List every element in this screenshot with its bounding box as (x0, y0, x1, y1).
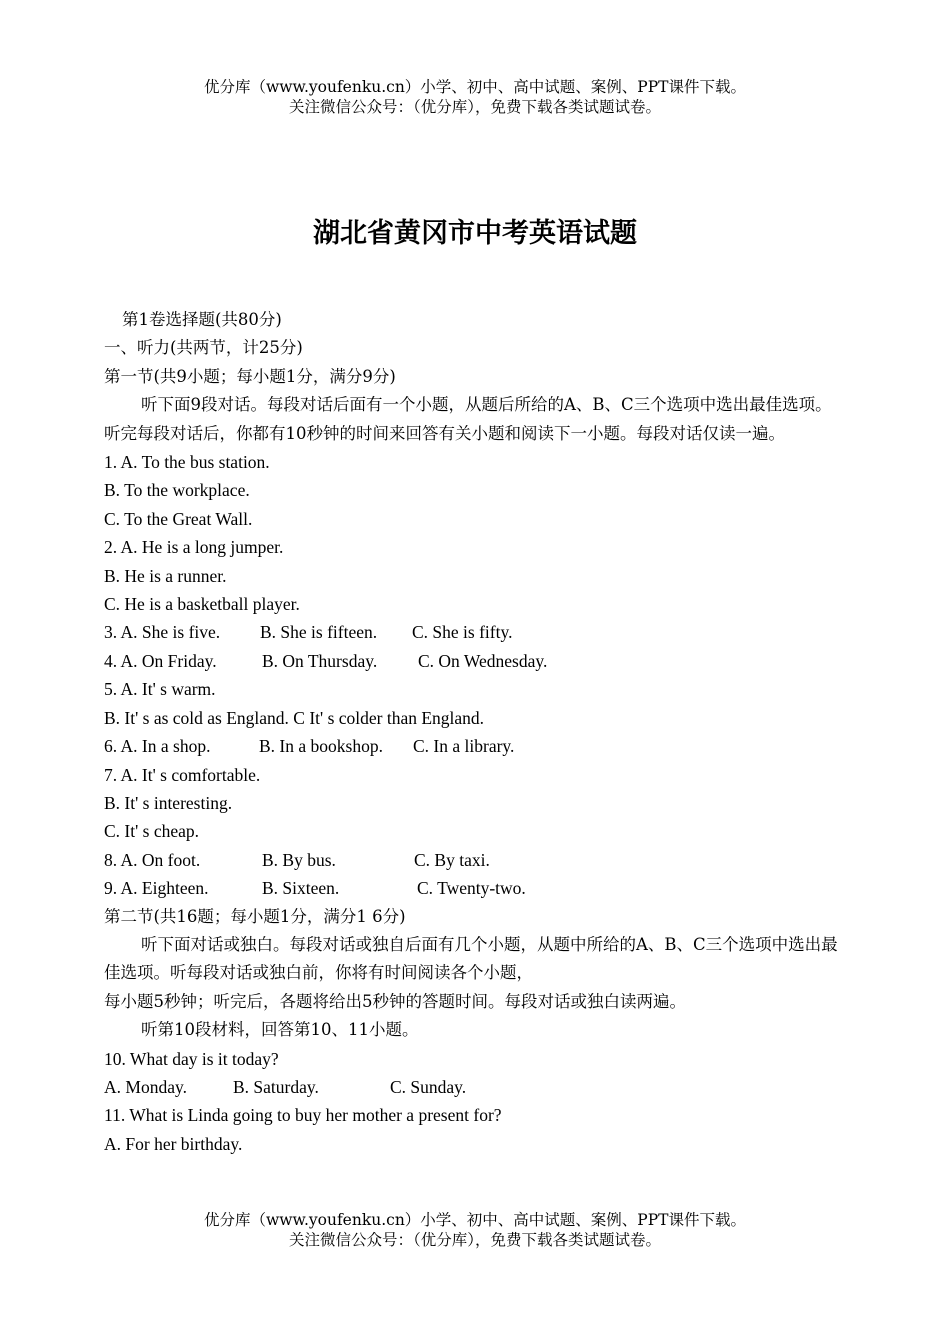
q11-stem: 11. What is Linda going to buy her mother a present for? (104, 1105, 502, 1126)
q6-options (104, 732, 844, 760)
q3-option-c: C. She is fifty. (412, 622, 513, 643)
q5-option-bc: B. It' s as cold as England. C It' s colder than England. (104, 707, 485, 728)
q2-option-b: B. He is a runner. (104, 565, 227, 586)
part1-instruction: 听下面9段对话。每段对话后面有一个小题，从题后所给的A、B、C三个选项中选出最佳选项。听完每段对话后，你都有10秒钟的时间来回答有关小题和阅读下一小题。每段对话仅读一遍。 (104, 395, 832, 443)
footer-line-1: 优分库（www.youfenku.cn）小学、初中、高中试题、案例、PPT课件下载。 (203, 1211, 747, 1229)
header-line-2: 关注微信公众号：（优分库），免费下载各类试题试卷。 (288, 98, 661, 116)
material-10-note: 听第10段材料，回答第10、11小题。 (141, 1020, 419, 1040)
q9-option-b: B. Sixteen. (262, 878, 340, 899)
q10-option-c: C. Sunday. (390, 1076, 467, 1097)
q10-stem: 10. What day is it today? (104, 1048, 279, 1069)
q8-option-c: C. By taxi. (414, 849, 490, 870)
q9-options (104, 874, 844, 902)
q11-option-a: A. For her birthday. (104, 1133, 243, 1154)
q2-option-c: C. He is a basketball player. (104, 594, 300, 615)
q1-option-c: C. To the Great Wall. (104, 508, 253, 529)
page-header (0, 77, 950, 117)
part2-instruction-continued: 每小题5秒钟；听完后，各题将给出5秒钟的答题时间。每段对话或独白读两遍。 (104, 991, 686, 1011)
q9-option-a: 9. A. Eighteen. (104, 878, 209, 899)
q2-option-a: 2. A. He is a long jumper. (104, 537, 284, 558)
q4-option-c: C. On Wednesday. (418, 650, 548, 671)
q9-option-c: C. Twenty-two. (417, 878, 526, 899)
q7-option-b: B. It' s interesting. (104, 792, 233, 813)
q6-option-a: 6. A. In a shop. (104, 736, 211, 757)
footer-line-2: 关注微信公众号：（优分库），免费下载各类试题试卷。 (288, 1231, 661, 1249)
q6-option-b: B. In a bookshop. (259, 736, 383, 757)
document-body (104, 306, 844, 1158)
q10-option-a: A. Monday. (104, 1076, 187, 1097)
q1-option-b: B. To the workplace. (104, 480, 250, 501)
q10-options (104, 1073, 844, 1101)
q4-options (104, 647, 844, 675)
page-footer (0, 1210, 950, 1250)
q7-option-a: 7. A. It' s comfortable. (104, 764, 261, 785)
q3-option-a: 3. A. She is five. (104, 622, 221, 643)
part2-heading: 第二节(共16题；每小题1分，满分1 6分) (104, 906, 406, 926)
q1-option-a: 1. A. To the bus station. (104, 452, 270, 473)
q6-option-c: C. In a library. (413, 736, 515, 757)
part1-heading: 第一节(共9小题；每小题1分，满分9分) (104, 366, 396, 386)
paper-part-heading: 第1卷选择题(共80分) (122, 310, 282, 329)
q8-option-b: B. By bus. (262, 849, 336, 870)
q4-option-a: 4. A. On Friday. (104, 650, 217, 671)
section-heading-listening: 一、听力(共两节，计25分) (104, 338, 303, 358)
q3-option-b: B. She is fifteen. (260, 622, 378, 643)
q7-option-c: C. It' s cheap. (104, 821, 200, 842)
q10-option-b: B. Saturday. (233, 1076, 319, 1097)
q4-option-b: B. On Thursday. (262, 650, 378, 671)
q5-option-a: 5. A. It' s warm. (104, 679, 216, 700)
q3-options (104, 618, 844, 646)
header-line-1: 优分库（www.youfenku.cn）小学、初中、高中试题、案例、PPT课件下载。 (203, 78, 747, 96)
q8-option-a: 8. A. On foot. (104, 849, 201, 870)
q8-options (104, 846, 844, 874)
page-title: 湖北省黄冈市中考英语试题 (313, 218, 637, 249)
part2-instruction: 听下面对话或独白。每段对话或独自后面有几个小题，从题中所给的A、B、C三个选项中选出最佳选项。听每段对话或独白前，你将有时间阅读各个小题， (104, 934, 838, 983)
